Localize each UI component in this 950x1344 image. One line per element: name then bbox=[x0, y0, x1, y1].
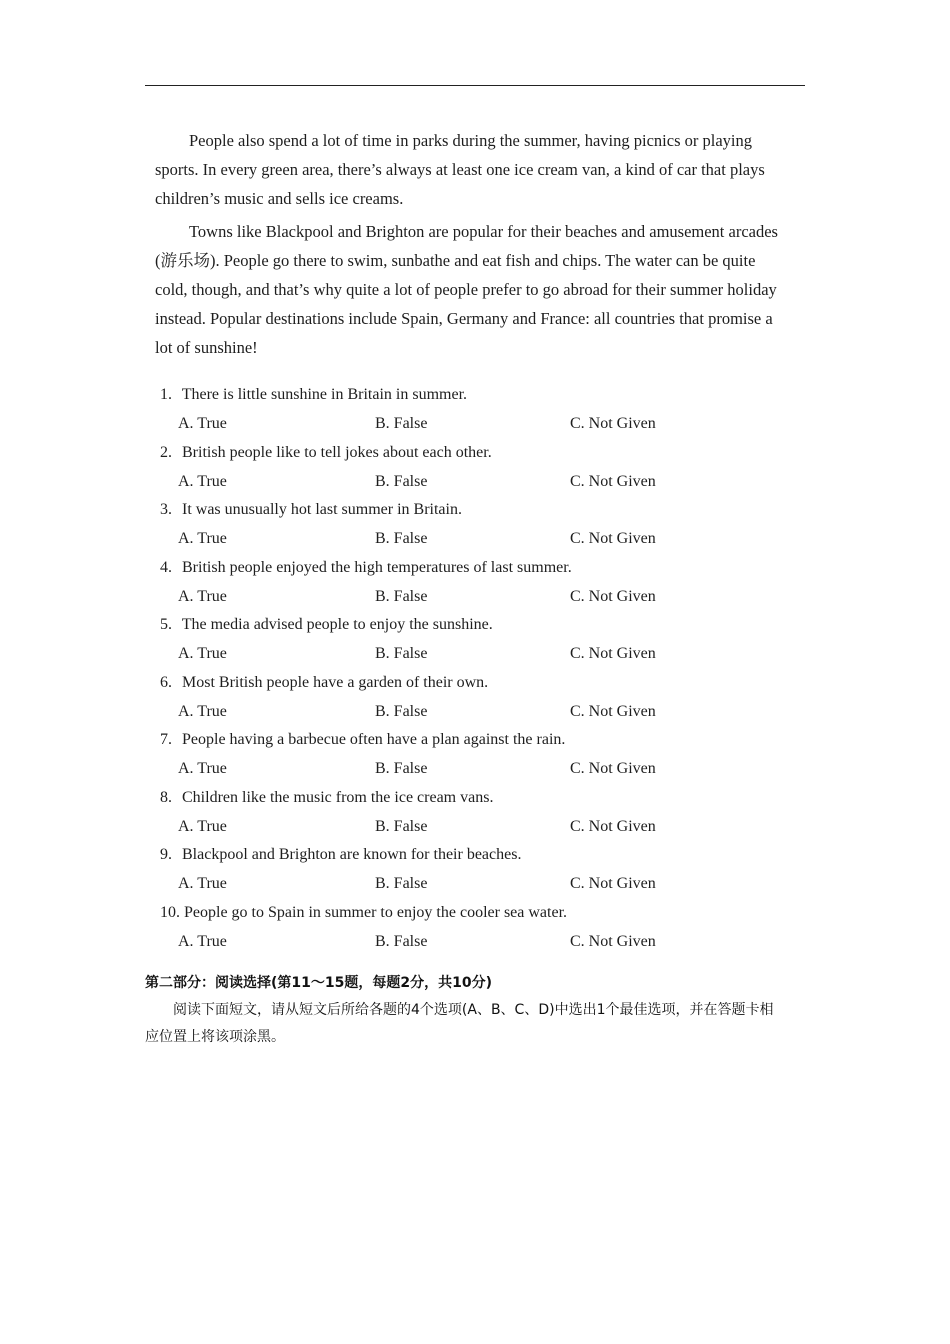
option-b: B. False bbox=[375, 875, 428, 892]
option-a: A. True bbox=[178, 702, 227, 720]
question-stem bbox=[160, 789, 493, 807]
question-number: 9. bbox=[160, 846, 172, 863]
question-stem bbox=[160, 386, 467, 404]
question-stem bbox=[160, 846, 521, 864]
option-c: C. Not Given bbox=[570, 587, 656, 605]
option-a: A. True bbox=[178, 760, 227, 777]
passage-paragraph-2: Towns like Blackpool and Brighton are popular for their beaches and amusement arcades (游乐场). People go there to swim, sunbathe and eat fish and chips. The water can be quite cold, though, and that’s why quite a lot of people prefer to go abroad for their summer holiday instead. Popular destinations include Spain, Germany and France: all countries that promise a lot of sunshine! bbox=[155, 222, 778, 357]
option-b: B. False bbox=[375, 702, 428, 720]
section-instruction: 阅读下面短文，请从短文后所给各题的4个选项(A、B、C、D)中选出1个最佳选项，并在答题卡相应位置上将该项涂黑。 bbox=[145, 1002, 774, 1045]
question-number: 8. bbox=[160, 788, 172, 806]
option-a: A. True bbox=[178, 875, 227, 892]
option-b: B. False bbox=[375, 817, 428, 835]
question-number: 3. bbox=[160, 501, 172, 518]
option-c: C. Not Given bbox=[570, 530, 656, 547]
passage-paragraph-1: People also spend a lot of time in parks during the summer, having picnics or playing sports. In every green area, there’s always at least one ice cream van, a kind of car that plays children’s music and sells ice creams. bbox=[155, 131, 765, 208]
question-item bbox=[160, 674, 780, 732]
option-c: C. Not Given bbox=[570, 702, 656, 720]
option-b: B. False bbox=[375, 587, 428, 605]
question-number: 2. bbox=[160, 443, 172, 461]
option-c: C. Not Given bbox=[570, 760, 656, 777]
option-a: A. True bbox=[178, 932, 227, 950]
option-a: A. True bbox=[178, 817, 227, 835]
question-text: It was unusually hot last summer in Britain. bbox=[182, 501, 462, 518]
question-text: Blackpool and Brighton are known for their beaches. bbox=[182, 846, 522, 863]
section-title: 第二部分：阅读选择(第11～15题，每题2分，共10分) bbox=[145, 975, 492, 991]
question-list bbox=[160, 386, 780, 961]
question-stem bbox=[160, 501, 462, 519]
question-stem bbox=[160, 674, 488, 692]
option-b: B. False bbox=[375, 530, 428, 547]
option-c: C. Not Given bbox=[570, 415, 656, 432]
section-two bbox=[145, 970, 785, 1051]
question-item bbox=[160, 559, 780, 617]
question-number: 6. bbox=[160, 673, 172, 691]
question-text: Most British people have a garden of their own. bbox=[182, 673, 489, 691]
option-a: A. True bbox=[178, 415, 227, 432]
question-stem bbox=[160, 444, 492, 462]
reading-passage bbox=[155, 126, 785, 366]
question-text: People go to Spain in summer to enjoy the cooler sea water. bbox=[184, 903, 568, 921]
question-item bbox=[160, 731, 780, 789]
option-a: A. True bbox=[178, 530, 227, 547]
option-b: B. False bbox=[375, 760, 428, 777]
question-text: Children like the music from the ice cream vans. bbox=[182, 788, 494, 806]
option-a: A. True bbox=[178, 472, 227, 490]
option-c: C. Not Given bbox=[570, 817, 656, 835]
option-c: C. Not Given bbox=[570, 645, 656, 662]
option-b: B. False bbox=[375, 472, 428, 490]
question-item bbox=[160, 444, 780, 502]
question-text: There is little sunshine in Britain in summer. bbox=[181, 386, 468, 403]
question-number: 4. bbox=[160, 558, 172, 576]
option-c: C. Not Given bbox=[570, 875, 656, 892]
question-stem bbox=[160, 559, 572, 577]
question-item bbox=[160, 789, 780, 847]
option-a: A. True bbox=[178, 587, 227, 605]
question-number: 5. bbox=[160, 616, 172, 633]
option-c: C. Not Given bbox=[570, 932, 656, 950]
question-text: British people like to tell jokes about each other. bbox=[182, 443, 492, 461]
question-item bbox=[160, 904, 780, 962]
question-text: The media advised people to enjoy the sunshine. bbox=[181, 616, 493, 633]
question-stem bbox=[160, 616, 493, 634]
question-item bbox=[160, 386, 780, 444]
question-text: British people enjoyed the high temperatures of last summer. bbox=[182, 558, 572, 576]
option-b: B. False bbox=[375, 932, 428, 950]
question-item bbox=[160, 501, 780, 559]
option-b: B. False bbox=[375, 645, 428, 662]
option-a: A. True bbox=[178, 645, 227, 662]
question-number: 7. bbox=[160, 731, 172, 748]
header-rule bbox=[145, 85, 805, 86]
question-stem bbox=[160, 731, 565, 749]
question-number: 1. bbox=[160, 386, 172, 403]
question-stem bbox=[160, 904, 567, 922]
question-item bbox=[160, 616, 780, 674]
option-c: C. Not Given bbox=[570, 472, 656, 490]
option-b: B. False bbox=[375, 415, 428, 432]
question-text: People having a barbecue often have a plan against the rain. bbox=[182, 731, 566, 748]
question-item bbox=[160, 846, 780, 904]
question-number: 10. bbox=[160, 903, 180, 921]
